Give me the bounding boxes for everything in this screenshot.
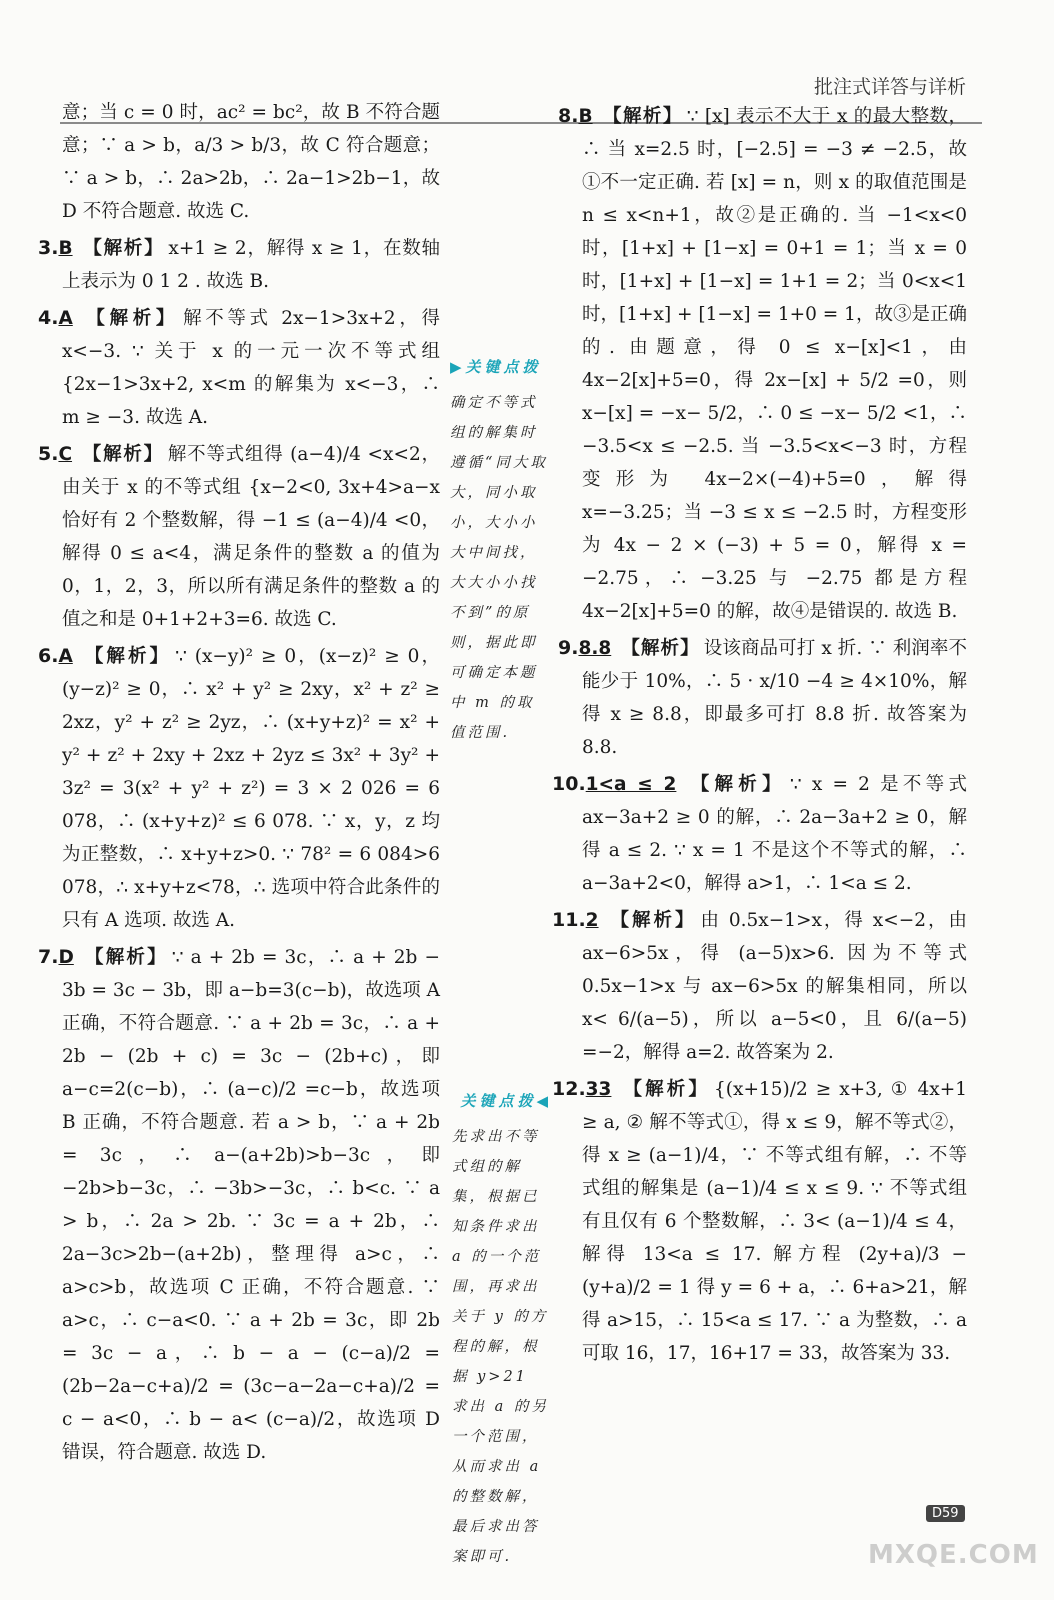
- left-column: [38, 96, 440, 1469]
- answer-4: 4.A 【解析】 解不等式 2x−1>3x+2，得 x<−3. ∵ 关于 x 的一元一次不等式组 {2x−1>3x+2, x<m 的解集为 x<−3，∴ m ≥ −3. 故选 A.: [38, 307, 440, 428]
- page-number: D59: [926, 1505, 965, 1522]
- answer-11: 11.2 【解析】 由 0.5x−1>x，得 x<−2，由 ax−6>5x，得 (a−5)x>6. 因为不等式 0.5x−1>x 与 ax−6>5x 的解集相同，所以 x< 6/(a−5)，所以 a−5<0，且 6/(a−5) =−2，解得 a=2. 故答案为 2.: [552, 909, 967, 1063]
- answer-10: 10.1<a ≤ 2 【解析】 ∵ x = 2 是不等式 ax−3a+2 ≥ 0 的解，∴ 2a−3a+2 ≥ 0，解得 a ≤ 2. ∵ x = 1 不是这个不等式的解，∴ a−3a+2<0，解得 a>1，∴ 1<a ≤ 2.: [552, 773, 967, 894]
- key-point-text-1: 确定不等式组的解集时遵循“同大取大，同小取小，大小小大中间找，大大小小找不到”的原则，据此即可确定本题中 m 的取值范围.: [450, 395, 548, 741]
- answer-6: 6.A 【解析】 ∵ (x−y)² ≥ 0，(x−z)² ≥ 0，(y−z)² ≥ 0，∴ x² + y² ≥ 2xy，x² + z² ≥ 2xz，y² + z² ≥ 2yz，∴ (x+y+z)² = x² + y² + z² + 2xy + 2xz + 2yz ≤ 3x² + 3y² + 3z² = 3(x² + y² + z²) = 3 × 2 026 = 6 078，∴ (x+y+z)² ≤ 6 078. ∵ x，y，z 均为正整数，∴ x+y+z>0. ∵ 78² = 6 084>6 078，∴ x+y+z<78，∴ 选项中符合此条件的只有 A 选项. 故选 A.: [38, 645, 440, 931]
- watermark: MXQE.COM: [868, 1540, 1039, 1570]
- answer-12: 12.33 【解析】 {(x+15)/2 ≥ x+3, ① 4x+1 ≥ a, ② 解不等式①，得 x ≤ 9，解不等式②，得 x ≥ (a−1)/4，∵ 不等式组有解，∴ 不等式组的解集是 (a−1)/4 ≤ x ≤ 9. ∵ 不等式组有且仅有 6 个整数解，∴ 3< (a−1)/4 ≤ 4，解得 13<a ≤ 17. 解方程 (2y+a)/3 − (y+a)/2 = 1 得 y = 6 + a，∴ 6+a>21，解得 a>15，∴ 15<a ≤ 17. ∵ a 为整数，∴ a 可取 16，17，16+17 = 33，故答案为 33.: [552, 1078, 967, 1364]
- key-point-title-1: ▶关键点拨: [450, 358, 542, 376]
- page-header-title: 批注式详答与详析: [813, 76, 966, 98]
- answer-5: 5.C 【解析】 解不等式组得 (a−4)/4 <x<2，由关于 x 的不等式组 {x−2<0, 3x+4>a−x 恰好有 2 个整数解，得 −1 ≤ (a−4)/4 <0，解得 0 ≤ a<4，满足条件的整数 a 的值为 0，1，2，3，所以所有满足条件的整数 a 的值之和是 0+1+2+3=6. 故选 C.: [38, 443, 440, 630]
- answer-3: 3.B 【解析】 x+1 ≥ 2，解得 x ≥ 1，在数轴上表示为 0 1 2 . 故选 B.: [38, 237, 440, 292]
- answer-2-continued: 意；当 c = 0 时，ac² = bc²，故 B 不符合题意；∵ a > b，a/3 > b/3，故 C 符合题意；∵ a > b，∴ 2a>2b，∴ 2a−1>2b−1，故 D 不符合题意. 故选 C.: [62, 102, 440, 222]
- answer-9: 9.8.8 【解析】 设该商品可打 x 折. ∵ 利润率不能少于 10%，∴ 5 · x/10 −4 ≥ 4×10%，解得 x ≥ 8.8，即最多可打 8.8 折. 故答案为 8.8.: [558, 637, 967, 758]
- key-point-note-1: [450, 352, 550, 748]
- key-point-note-2: [452, 1086, 552, 1572]
- answer-7: 7.D 【解析】 ∵ a + 2b = 3c，∴ a + 2b − 3b = 3c − 3b，即 a−b=3(c−b)，故选项 A 正确，不符合题意. ∵ a + 2b = 3c，∴ a + 2b − (2b + c) = 3c − (2b+c)，即 a−c=2(c−b)，∴ (a−c)/2 =c−b，故选项 B 正确，不符合题意. 若 a > b，∵ a + 2b = 3c，∴ a−(a+2b)>b−3c，即 −2b>b−3c，∴ −3b>−3c，∴ b<c. ∵ a > b，∴ 2a > 2b. ∵ 3c = a + 2b，∴ 2a−3c>2b−(a+2b)，整理得 a>c，∴ a>c>b，故选项 C 正确，不符合题意. ∵ a>c，∴ c−a<0. ∵ a + 2b = 3c，即 2b = 3c − a，∴ b − a − (c−a)/2 = (2b−2a−c+a)/2 = (3c−a−2a−c+a)/2 = c − a<0，∴ b − a< (c−a)/2，故选项 D 错误，符合题意. 故选 D.: [38, 946, 440, 1463]
- answer-8: 8.B 【解析】 ∵ [x] 表示不大于 x 的最大整数，∴ 当 x=2.5 时，[−2.5] = −3 ≠ −2.5，故①不一定正确. 若 [x] = n，则 x 的取值范围是 n ≤ x<n+1，故②是正确的. 当 −1<x<0 时，[1+x] + [1−x] = 0+1 = 1；当 x = 0 时，[1+x] + [1−x] = 1+1 = 2；当 0<x<1 时，[1+x] + [1−x] = 1+0 = 1，故③是正确的. 由题意，得 0 ≤ x−[x]<1，由 4x−2[x]+5=0，得 2x−[x] + 5/2 =0，则 x−[x] = −x− 5/2，∴ 0 ≤ −x− 5/2 <1，∴ −3.5<x ≤ −2.5. 当 −3.5<x<−3 时，方程变形为 4x−2×(−4)+5=0，解得 x=−3.25；当 −3 ≤ x ≤ −2.5 时，方程变形为 4x − 2 × (−3) + 5 = 0，解得 x = −2.75，∴ −3.25 与 −2.75 都是方程 4x−2[x]+5=0 的解，故④是错误的. 故选 B.: [558, 105, 967, 622]
- right-column: [552, 96, 967, 1370]
- key-point-title-2: 关键点拨◀: [460, 1092, 552, 1110]
- key-point-text-2: 先求出不等式组的解集，根据已知条件求出 a 的一个范围，再求出关于 y 的方程的解，根据 y>21 求出 a 的另一个范围，从而求出 a 的整数解，最后求出答案即可.: [452, 1129, 549, 1565]
